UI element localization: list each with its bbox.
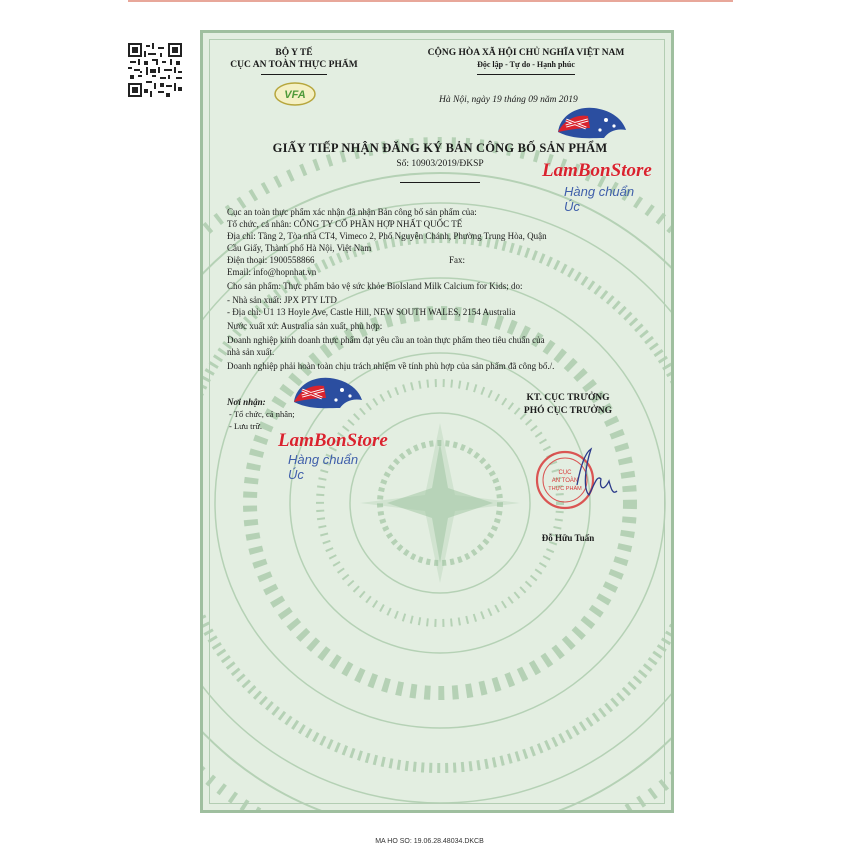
store-brand: LamBonStore [542, 160, 652, 181]
store-watermark [530, 98, 652, 214]
fax: Fax: [449, 255, 466, 265]
title-underline [400, 182, 480, 183]
organization: Tổ chức, cá nhân: CÔNG TY CỔ PHẦN HỢP NHẤT QUỐC TẾ [227, 219, 463, 229]
address-line: Cầu Giấy, Thành phố Hà Nội, Việt Nam [227, 243, 372, 253]
stamp-text: CỤC [558, 470, 572, 476]
body-line: Doanh nghiệp phải hoàn toàn chịu trách nhiệm về tính phù hợp của sản phẩm đã công bố./. [227, 361, 555, 371]
official-stamp [525, 445, 621, 515]
store-tagline: Hàng chuẩn Úc [564, 184, 635, 214]
qr-code [128, 43, 182, 97]
address-line: Địa chỉ: Tầng 2, Tòa nhà CT4, Vimeco 2, Phố Nguyễn Chánh, Phường Trung Hòa, Quận [227, 231, 547, 241]
product: Cho sản phẩm: Thực phẩm bảo vệ sức khỏe BioIsland Milk Calcium for Kids; do: [227, 281, 523, 291]
origin: Nước xuất xứ: Australia sản xuất, phù hợp: [227, 321, 383, 331]
australia-flag-logo [530, 98, 640, 162]
recipient-item: - Lưu trữ. [229, 421, 263, 431]
stamp-text: THỰC PHẨM [548, 486, 582, 492]
ministry-name: BỘ Y TẾ [275, 48, 313, 58]
country-header [391, 47, 661, 71]
motto-underline [477, 74, 575, 75]
issuer-header [219, 47, 369, 71]
agency-name: CỤC AN TOÀN THỰC PHẨM [230, 60, 358, 70]
header-underline [261, 74, 327, 75]
vfa-logo [273, 81, 317, 107]
vfa-logo-text: VFA [284, 89, 306, 101]
document-title: GIẤY TIẾP NHẬN ĐĂNG KÝ BẢN CÔNG BỐ SẢN PHẨM [272, 141, 608, 155]
body-line: nhà sản xuất. [227, 347, 275, 357]
country-name: CỘNG HÒA XÃ HỘI CHỦ NGHĨA VIỆT NAM [427, 48, 625, 58]
body-line: Cục an toàn thực phẩm xác nhận đã nhận Bản công bố sản phẩm của: [227, 207, 477, 217]
store-brand: LamBonStore [278, 430, 388, 451]
top-border-line [128, 0, 733, 2]
manufacturer: - Nhà sản xuất: JPX PTY LTD [227, 295, 337, 305]
motto: Độc lập - Tự do - Hạnh phúc [477, 60, 575, 69]
phone: Điện thoại: 1900558866 [227, 255, 315, 265]
dossier-code: MA HO SO: 19.06.28.48034.DKCB [375, 838, 484, 845]
email: Email: info@hopnhat.vn [227, 267, 317, 277]
recipient-item: - Tổ chức, cá nhân; [229, 409, 295, 419]
signer-title: KT. CỤC TRƯỞNG [526, 393, 610, 403]
body-line: Doanh nghiệp kinh doanh thực phẩm đạt yêu cầu an toàn thực phẩm theo tiêu chuẩn của [227, 335, 545, 345]
handwritten-signature [577, 449, 617, 495]
manufacturer-address: - Địa chỉ: U1 13 Hoyle Ave, Castle Hill, NEW SOUTH WALES, 2154 Australia [227, 307, 516, 317]
store-watermark [266, 368, 388, 482]
registration-number: Số: 10903/2019/ĐKSP [396, 159, 484, 169]
stamp-text: AN TOÀN [551, 478, 579, 484]
recipients-label: Nơi nhận: [227, 397, 266, 407]
store-tagline: Hàng chuẩn Úc [288, 452, 359, 482]
issue-date: Hà Nội, ngày 19 tháng 09 năm 2019 [439, 95, 578, 105]
australia-flag-logo [266, 368, 376, 432]
signer-name: Đỗ Hữu Tuấn [541, 533, 595, 543]
signer-title: PHÓ CỤC TRƯỞNG [523, 406, 613, 416]
